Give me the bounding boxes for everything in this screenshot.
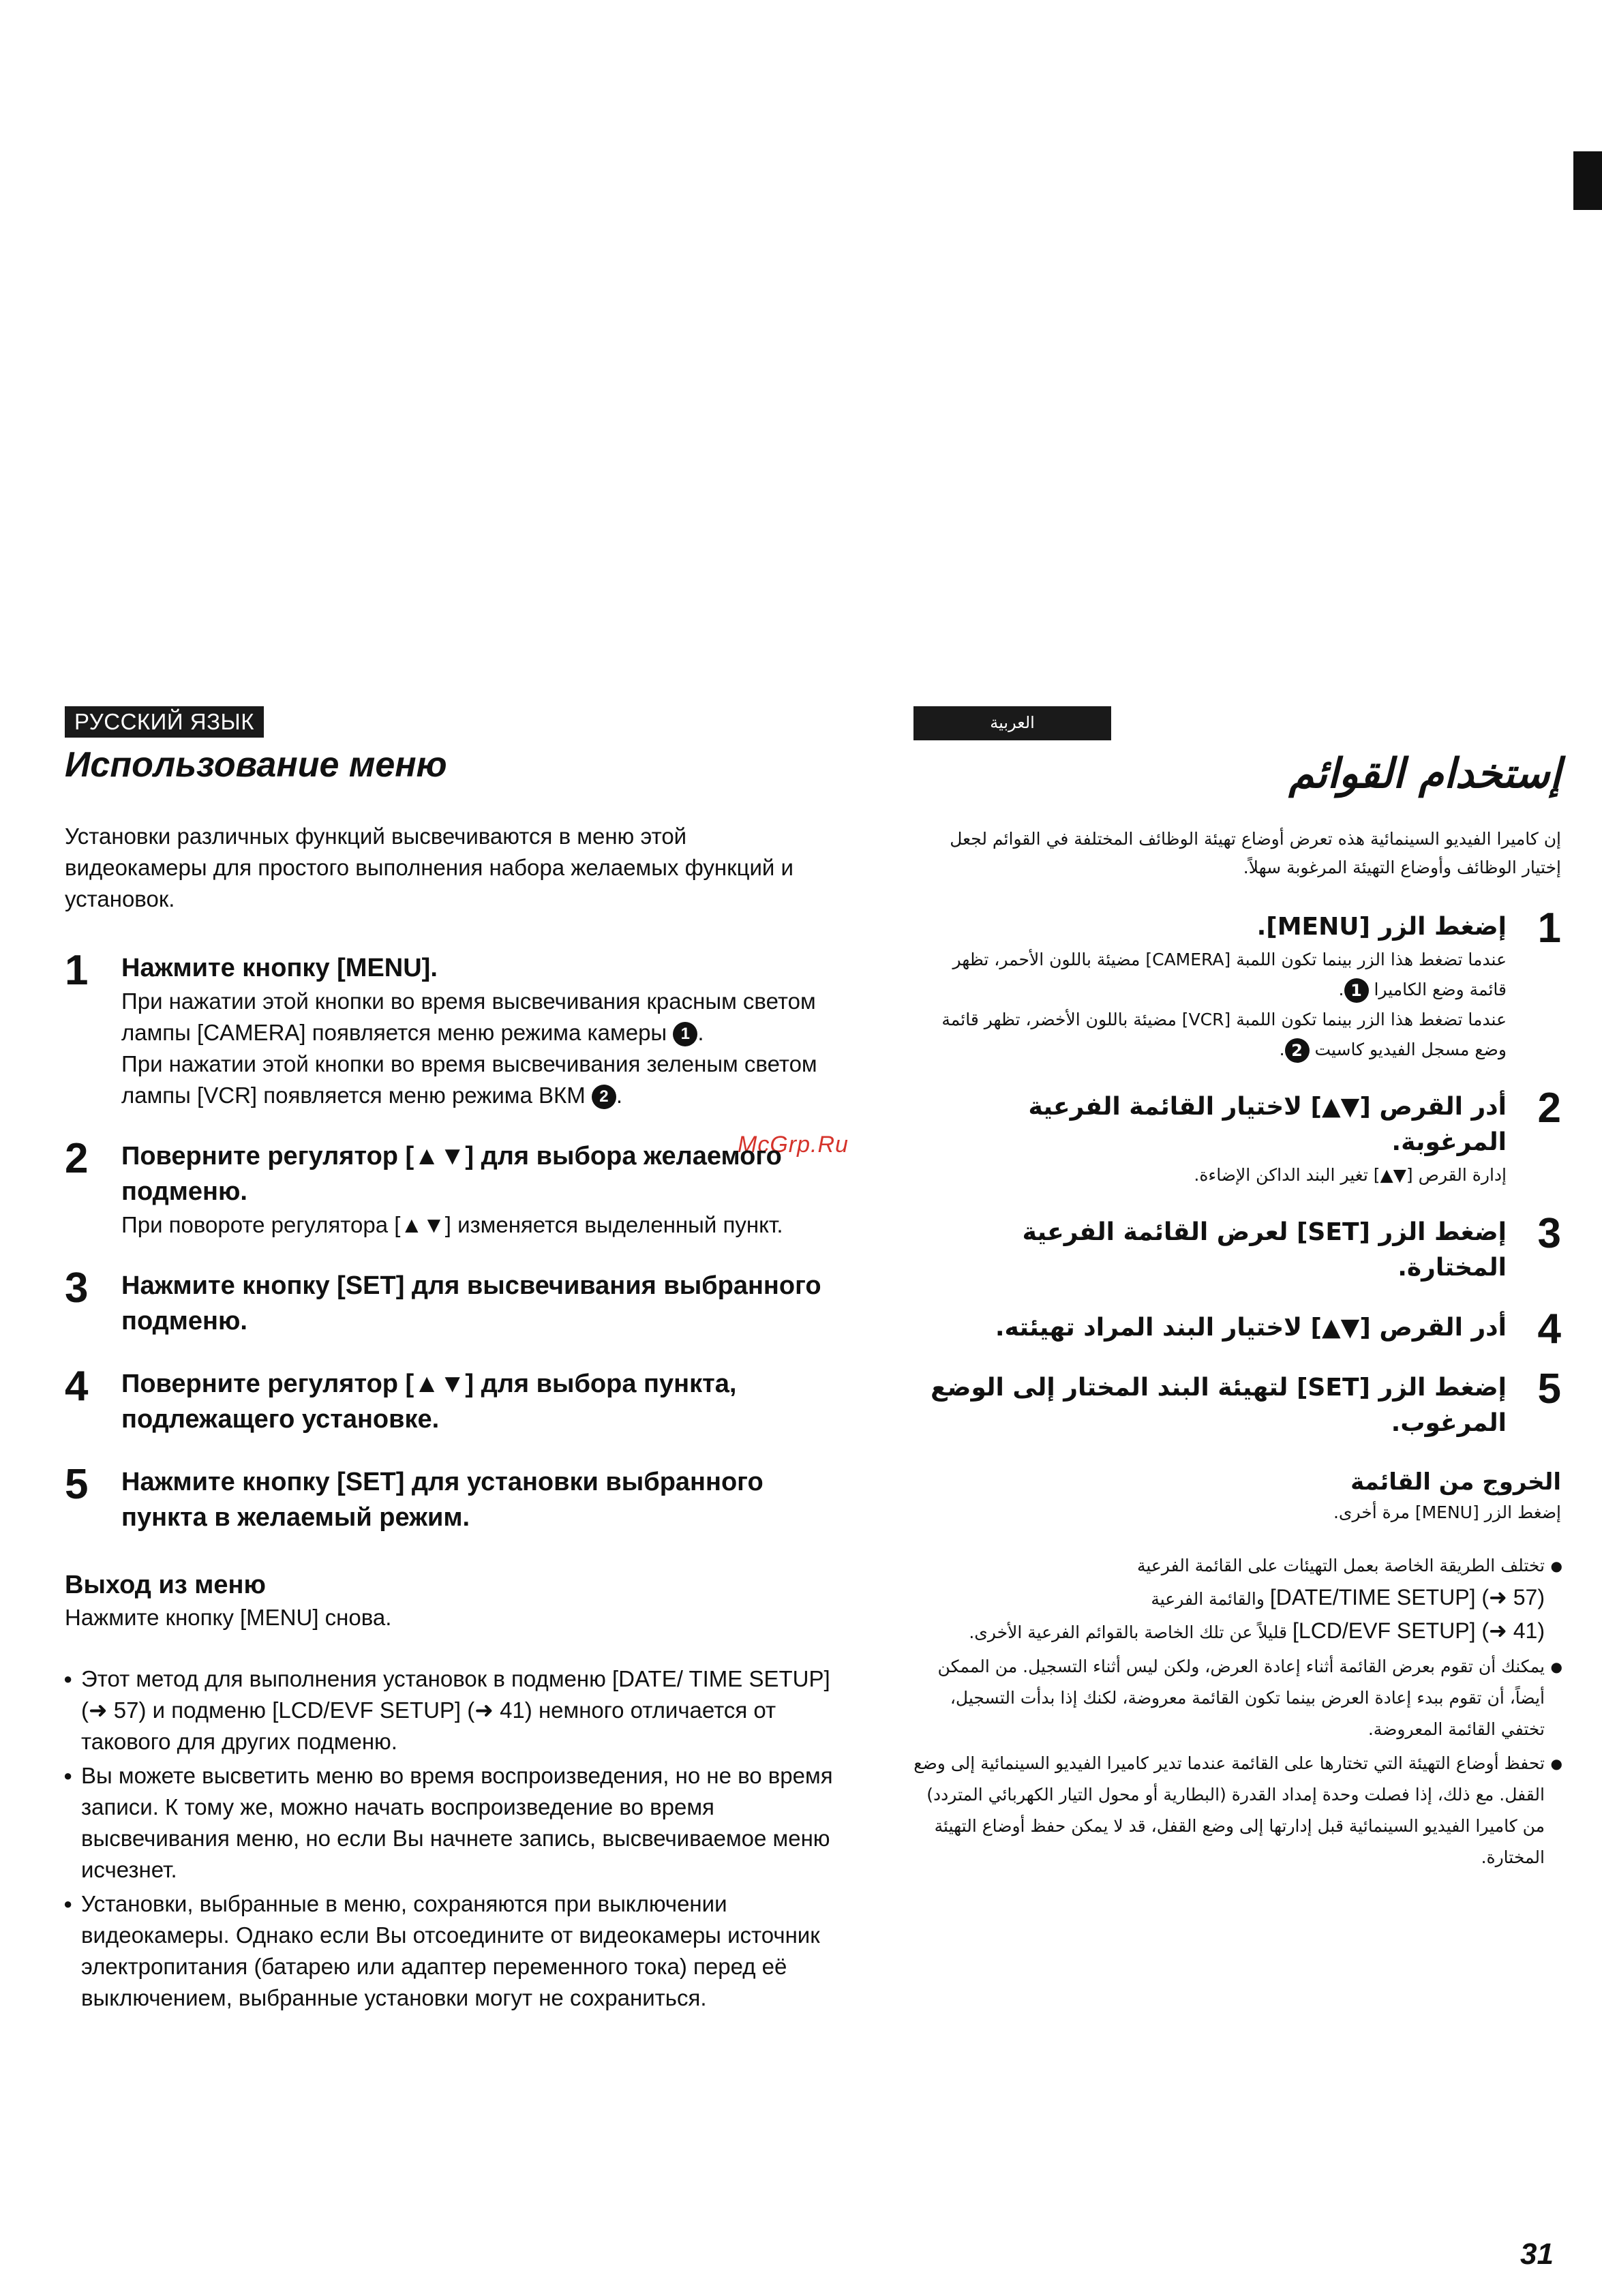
note-ltr-text: [LCD/EVF SETUP] (➜ 41) — [1293, 1618, 1545, 1643]
step-text: عندما تضغط هذا الزر بينما تكون اللمبة [VCR] مضيئة باللون الأخضر، تظهر قائمة وضع مسجل الفيديو كاسيت — [941, 1010, 1507, 1059]
step-heading: إضغط الزر [SET] لتهيئة البند المختار إلى الوضع المرغوب. — [931, 1374, 1507, 1437]
step-number: 4 — [1537, 1305, 1561, 1353]
note-text: والقائمة الفرعية — [1151, 1589, 1265, 1609]
step-heading: Нажмите кнопку [SET] для установки выбранного пункта в желаемый режим. — [121, 1468, 764, 1532]
arabic-notes — [913, 1550, 1561, 1873]
step-body: При повороте регулятора [▲▼] изменяется выделенный пункт. — [121, 1212, 783, 1237]
arabic-step-3 — [913, 1210, 1561, 1286]
arabic-step-5 — [913, 1365, 1561, 1441]
note-item — [913, 1550, 1561, 1648]
note-text: قليلاً عن تلك الخاصة بالقوائم الفرعية الأخرى. — [969, 1622, 1288, 1642]
step-body: إدارة القرص [▼▲] تغير البند الداكن الإضاءة. — [1194, 1165, 1507, 1185]
arabic-exit-title: الخروج من القائمة — [1350, 1468, 1561, 1496]
note-item: ● Вы можете высветить меню во время воспроизведения, но не во время записи. К тому же, можно начать воспроизведение во время высвечивания меню, но если Вы начнете запись, высвечиваемое меню исчезнет. — [65, 1760, 856, 1886]
step-heading: Поверните регулятор [▲▼] для выбора пункта, подлежащего установке. — [121, 1370, 737, 1434]
step-text: . — [1338, 980, 1344, 999]
russian-step-3 — [65, 1265, 856, 1339]
step-text: . — [697, 1020, 704, 1045]
russian-step-4 — [65, 1363, 856, 1437]
arabic-column — [913, 706, 1561, 1876]
step-text: . — [1279, 1040, 1285, 1059]
marker-1-icon: 1 — [673, 1022, 697, 1046]
russian-language-tag: РУССКИЙ ЯЗЫК — [65, 706, 264, 738]
russian-step-5 — [65, 1461, 856, 1535]
step-text: При нажатии этой кнопки во время высвечивания зеленым светом лампы [VCR] появляется меню режима ВКМ — [121, 1051, 817, 1108]
russian-title: Использование меню — [65, 745, 447, 785]
marker-2-icon: 2 — [1285, 1038, 1310, 1063]
russian-intro: Установки различных функций высвечиваются в меню этой видеокамеры для простого выполнения набора желаемых функций и установок. — [65, 824, 794, 911]
note-text: تختلف الطريقة الخاصة بعمل التهيئات على القائمة الفرعية — [1136, 1556, 1545, 1575]
step-heading: Поверните регулятор [▲▼] для выбора желаемого подменю. — [121, 1142, 782, 1206]
step-number: 2 — [1537, 1085, 1561, 1132]
step-number: 1 — [1537, 905, 1561, 952]
section-edge-tab — [1573, 151, 1602, 210]
russian-step-2 — [65, 1135, 856, 1241]
arabic-intro: إن كاميرا الفيديو السينمائية هذه تعرض أوضاع تهيئة الوظائف المختلفة في القوائم لجعل إختيار الوظائف وأوضاع التهيئة المرغوبة سهلاً. — [950, 829, 1561, 877]
russian-exit-body: Нажмите кнопку [MENU] снова. — [65, 1605, 392, 1630]
step-body — [913, 945, 1507, 1065]
note-ltr-text: [DATE/TIME SETUP] (➜ 57) — [1269, 1585, 1545, 1610]
russian-notes — [65, 1663, 856, 2014]
arabic-step-4 — [913, 1305, 1561, 1353]
step-number: 5 — [1537, 1365, 1561, 1413]
step-heading: Нажмите кнопку [SET] для высвечивания выбранного подменю. — [121, 1271, 821, 1335]
step-number: 1 — [65, 947, 89, 994]
arabic-tag-wrap — [913, 706, 1561, 740]
marker-2-icon: 2 — [592, 1085, 616, 1109]
step-text: عندما تضغط هذا الزر بينما تكون اللمبة [CAMERA] مضيئة باللون الأحمر، تظهر قائمة وضع الكاميرا — [952, 950, 1507, 999]
step-heading: إضغط الزر [MENU]. — [1256, 913, 1507, 941]
step-text: При нажатии этой кнопки во время высвечивания красным светом лампы [CAMERA] появляется меню режима камеры — [121, 988, 816, 1045]
step-heading: أدر القرص [▼▲] لاختيار البند المراد تهيئته. — [995, 1314, 1507, 1342]
arabic-exit-body: إضغط الزر [MENU] مرة أخرى. — [1333, 1502, 1561, 1522]
watermark: McGrp.Ru — [738, 1132, 849, 1158]
step-number: 3 — [65, 1265, 89, 1312]
note-item: ● تحفظ أوضاع التهيئة التي تختارها على القائمة عندما تدير كاميرا الفيديو السينمائية إلى وضع القفل. مع ذلك، إذا فصلت وحدة إمداد القدرة (البطارية أو محول التيار الكهربائي المتردد) من كاميرا الفيديو السينمائية قبل إدارتها إلى وضع القفل، قد لا يمكن حفظ أوضاع التهيئة المختارة. — [913, 1748, 1561, 1873]
arabic-language-tag: العربية — [913, 706, 1111, 740]
step-heading: إضغط الزر [SET] لعرض القائمة الفرعية المختارة. — [1022, 1218, 1507, 1282]
russian-step-1 — [65, 947, 856, 1111]
step-number: 2 — [65, 1135, 89, 1182]
step-text: . — [616, 1083, 623, 1108]
step-number: 5 — [65, 1461, 89, 1508]
note-item: ● Установки, выбранные в меню, сохраняются при выключении видеокамеры. Однако если Вы отсоедините от видеокамеры источник электропитания (батарею или адаптер переменного тока) перед её выключением, выбранные установки могут не сохраниться. — [65, 1888, 856, 2014]
step-number: 4 — [65, 1363, 89, 1410]
marker-1-icon: 1 — [1344, 978, 1369, 1003]
arabic-step-1 — [913, 905, 1561, 1065]
step-number: 3 — [1537, 1210, 1561, 1257]
note-item: ● يمكنك أن تقوم بعرض القائمة أثناء إعادة العرض، ولكن ليس أثناء التسجيل. من الممكن أيضاً، أن تقوم ببدء إعادة العرض بينما تكون القائمة معروضة، لكنك إذا بدأت التسجيل، تختفي القائمة المعروضة. — [913, 1651, 1561, 1745]
russian-column — [65, 706, 856, 2016]
russian-exit-title: Выход из меню — [65, 1571, 266, 1599]
step-heading: Нажмите кнопку [MENU]. — [121, 954, 438, 982]
step-body — [121, 986, 856, 1111]
step-heading: أدر القرص [▼▲] لاختيار القائمة الفرعية المرغوبة. — [1028, 1093, 1507, 1156]
page-number: 31 — [1520, 2237, 1554, 2271]
arabic-step-2 — [913, 1085, 1561, 1190]
note-item: ● Этот метод для выполнения установок в подменю [DATE/ TIME SETUP] (➜ 57) и подменю [LCD/EVF SETUP] (➜ 41) немного отличается от такового для других подменю. — [65, 1663, 856, 1757]
arabic-title: إستخدام القوائم — [1288, 750, 1561, 798]
